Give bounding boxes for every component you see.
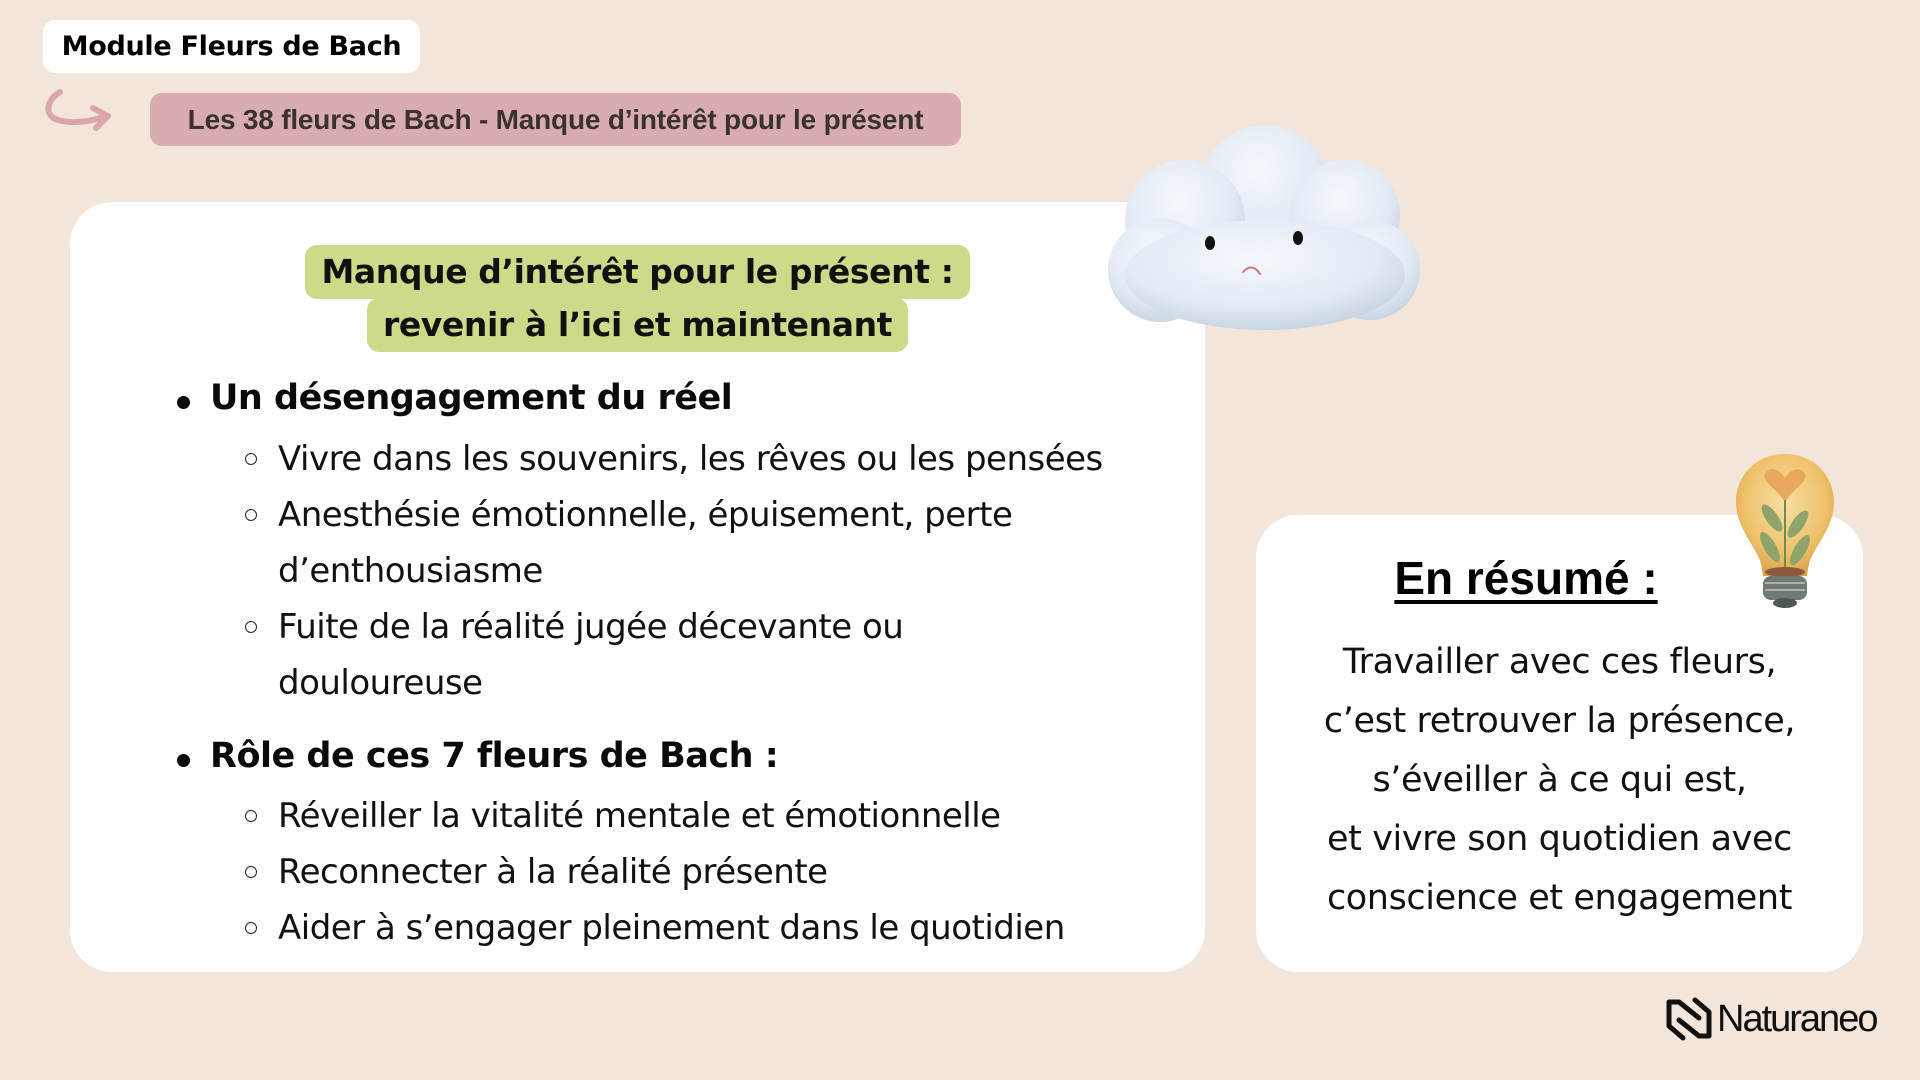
list-item-text: douloureuse: [278, 663, 483, 703]
list-item-continuation: [278, 543, 1178, 599]
list-item: [278, 599, 1178, 655]
list-item-text: Réveiller la vitalité mentale et émotionnelle: [278, 796, 1001, 836]
circle-bullet-icon: [245, 866, 257, 878]
summary-line: s’éveiller à ce qui est,: [1372, 760, 1747, 800]
summary-line: et vivre son quotidien avec: [1327, 819, 1792, 859]
list-item: [278, 788, 1178, 844]
title-line-1: [70, 245, 1205, 299]
list-item-text: d’enthousiasme: [278, 551, 543, 591]
brand-logo: [1665, 995, 1876, 1043]
summary-line: c’est retrouver la présence,: [1323, 701, 1796, 741]
naturaneo-logo-icon: [1665, 996, 1713, 1042]
list-item-text: Fuite de la réalité jugée décevante ou: [278, 607, 904, 647]
circle-bullet-icon: [245, 509, 257, 521]
brand-name: Naturaneo: [1717, 997, 1877, 1040]
curved-arrow-right-icon: [38, 86, 118, 136]
title-highlight: Manque d’intérêt pour le présent :: [305, 245, 969, 299]
circle-bullet-icon: [245, 621, 257, 633]
section-heading-text: Un désengagement du réel: [210, 378, 733, 418]
list-item-text: Vivre dans les souvenirs, les rêves ou les pensées: [278, 439, 1103, 479]
sad-cloud-illustration: [1100, 110, 1425, 340]
circle-bullet-icon: [245, 810, 257, 822]
title-line-2: [70, 298, 1205, 352]
summary-line: conscience et engagement: [1326, 878, 1793, 918]
list-item-text: Anesthésie émotionnelle, épuisement, perte: [278, 495, 1013, 535]
module-label: Module Fleurs de Bach: [43, 20, 420, 73]
list-item-text: Aider à s’engager pleinement dans le quotidien: [278, 908, 1065, 948]
summary-line: Travailler avec ces fleurs,: [1342, 642, 1777, 682]
lesson-breadcrumb: Les 38 fleurs de Bach - Manque d’intérêt pour le présent: [150, 93, 961, 146]
circle-bullet-icon: [245, 453, 257, 465]
list-item: [278, 431, 1178, 487]
summary-text: [1256, 633, 1863, 928]
section-heading-text: Rôle de ces 7 fleurs de Bach :: [210, 736, 779, 776]
bullet-icon: [177, 396, 190, 409]
list-item: [278, 487, 1178, 543]
circle-bullet-icon: [245, 922, 257, 934]
list-item: [278, 844, 1178, 900]
list-item: [278, 900, 1178, 956]
title-highlight: revenir à l’ici et maintenant: [367, 298, 908, 352]
section-heading: [210, 378, 732, 418]
main-content-card: [70, 202, 1205, 972]
summary-title: En résumé :: [1394, 552, 1658, 604]
list-item-text: Reconnecter à la réalité présente: [278, 852, 828, 892]
lightbulb-flower-illustration: [1732, 452, 1838, 610]
bullet-icon: [177, 754, 190, 767]
list-item-continuation: [278, 655, 1178, 711]
section-heading: [210, 736, 778, 776]
